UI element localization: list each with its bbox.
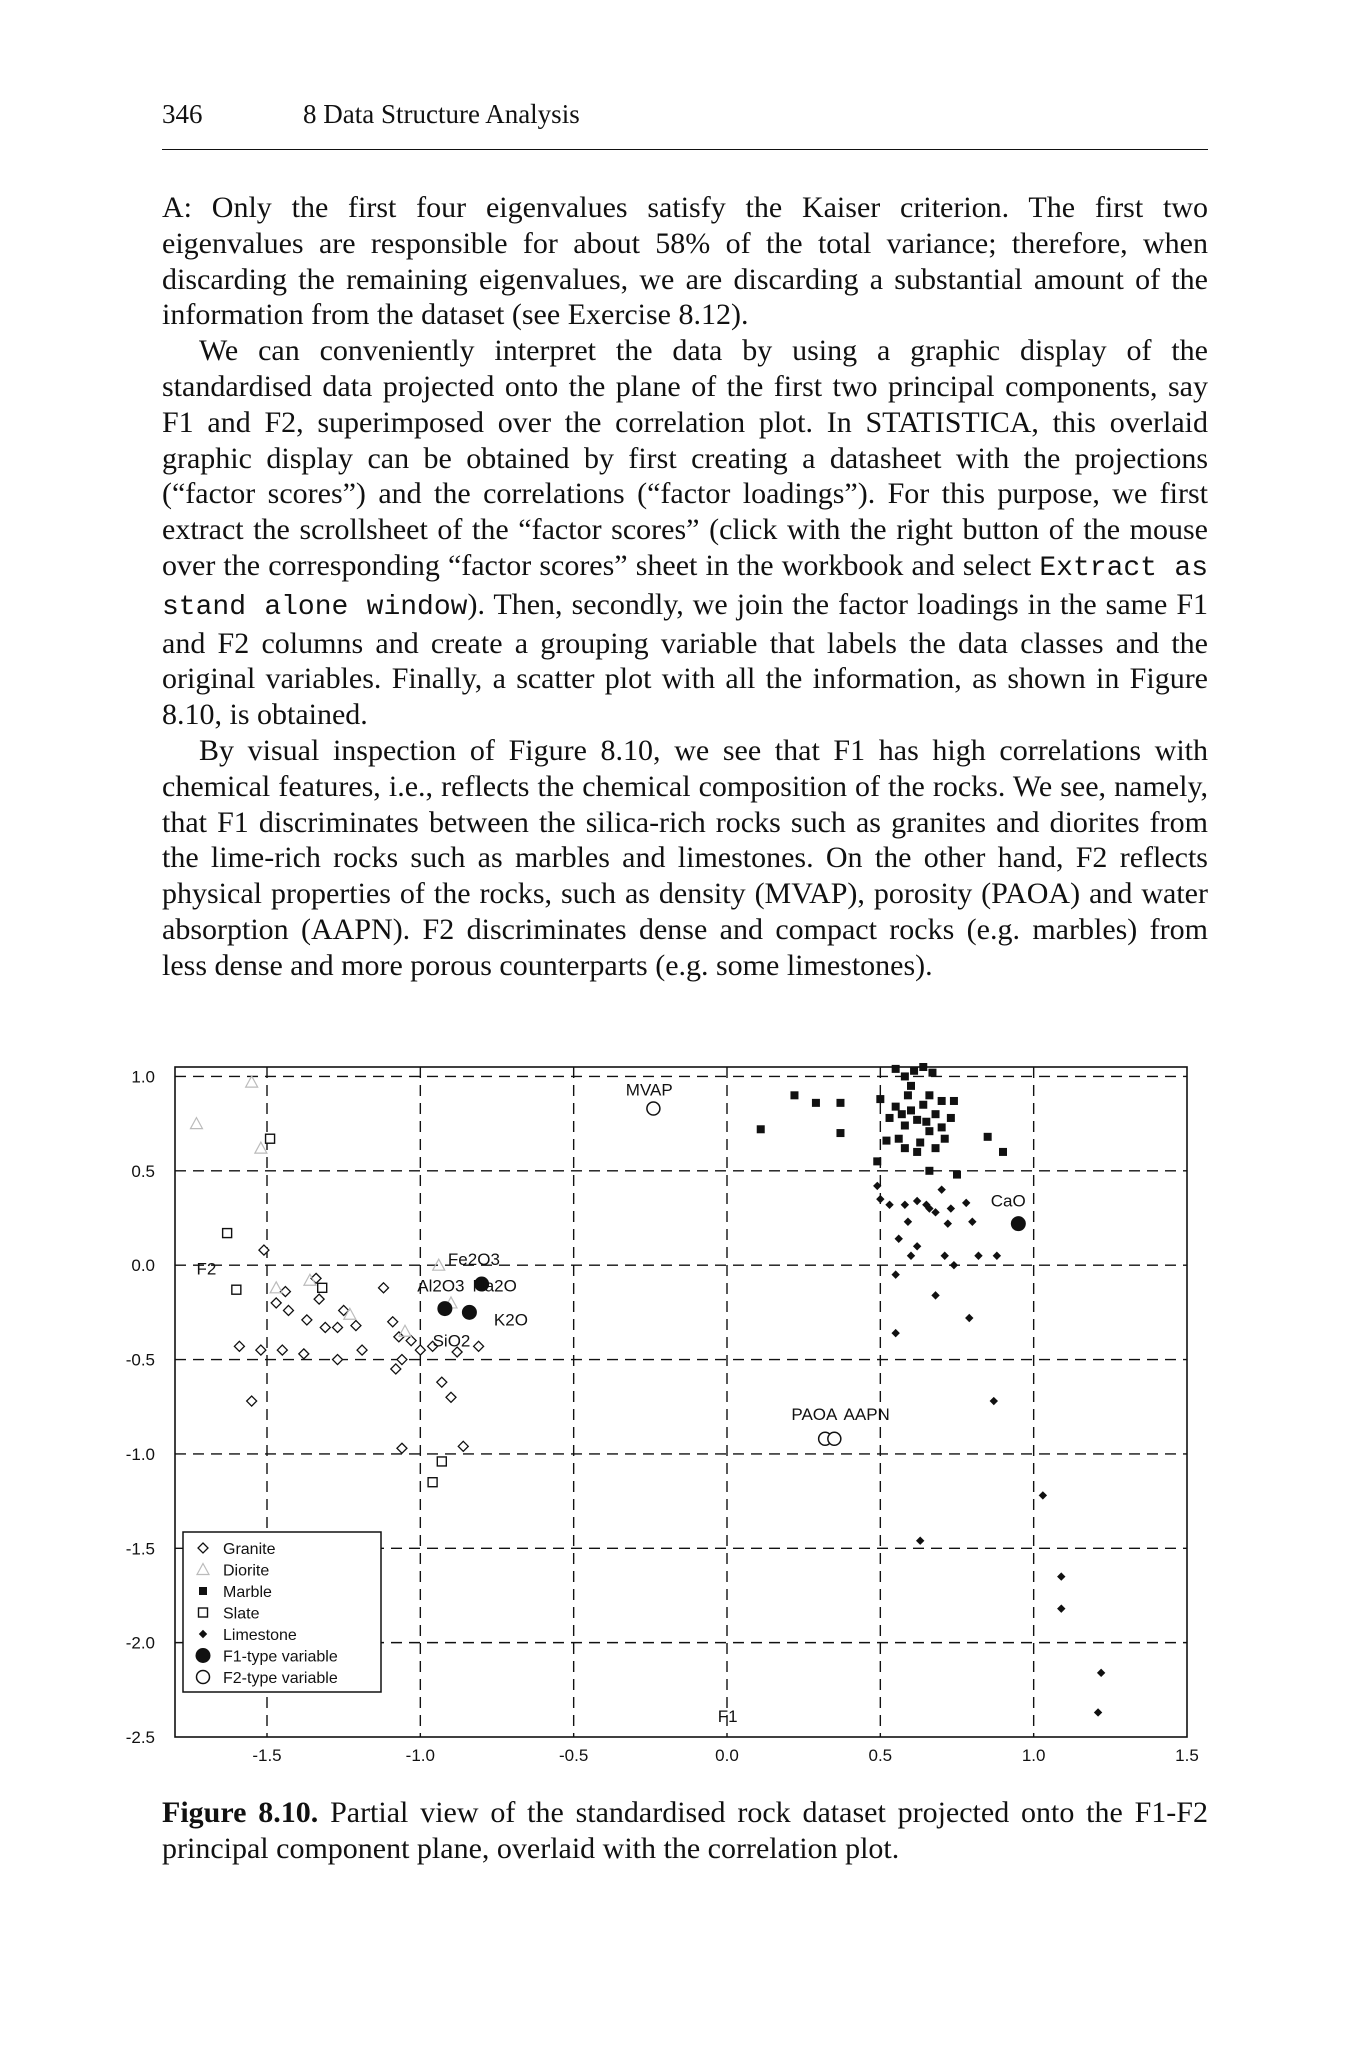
- y-tick-label: -2.0: [125, 1633, 155, 1653]
- data-point: [941, 1135, 949, 1143]
- data-point: [919, 1101, 927, 1109]
- data-point: [790, 1091, 798, 1099]
- caption-text: Partial view of the standardised rock dataset projected onto the F1-F2 principal component plane, overlaid with the correlation plot.: [162, 1796, 1208, 1865]
- data-point: [266, 1134, 275, 1143]
- legend-label: Marble: [223, 1584, 272, 1601]
- data-point: [428, 1478, 437, 1487]
- paragraph-3: By visual inspection of Figure 8.10, we see that F1 has high correlations with chemical features, i.e., reflects the chemical composition of the rocks. We see, namely, that F1 discriminates between the silica-rich rocks such as granites and diorites from the lime-rich rocks such as marbles and limestones. On the other hand, F2 reflects physical properties of the rocks, such as density (MVAP), porosity (PAOA) and water absorption (AAPN). F2 discriminates dense and compact rocks (e.g. marbles) from less dense and more porous counterparts (e.g. some limestones).: [162, 733, 1208, 982]
- x-tick-label: -0.5: [559, 1746, 589, 1765]
- data-point: [938, 1097, 946, 1105]
- menu-command-code: Extract as stand alone window: [162, 552, 1209, 623]
- y-tick-label: -1.5: [125, 1539, 155, 1559]
- data-point: [901, 1144, 909, 1152]
- data-point: [953, 1171, 961, 1179]
- data-point: [950, 1097, 958, 1105]
- data-point: [999, 1148, 1007, 1156]
- x-tick-label: -1.5: [252, 1746, 282, 1765]
- data-point: [907, 1082, 915, 1090]
- data-point: [828, 1432, 841, 1445]
- data-point: [898, 1110, 906, 1118]
- data-point: [925, 1091, 933, 1099]
- chapter-title: 8 Data Structure Analysis: [303, 99, 580, 129]
- x-tick-label: 1.5: [1175, 1746, 1199, 1765]
- legend-marker: [199, 1587, 207, 1595]
- data-point: [223, 1229, 232, 1238]
- legend-marker: [199, 1608, 208, 1617]
- legend-label: F2-type variable: [223, 1670, 338, 1687]
- legend-label: Diorite: [223, 1562, 270, 1580]
- scatter-chart: [125, 1060, 1200, 1790]
- data-point: [901, 1122, 909, 1130]
- data-point: [757, 1125, 765, 1133]
- data-point: [836, 1099, 844, 1107]
- figure-label: Figure 8.10.: [162, 1796, 319, 1829]
- data-point: [984, 1133, 992, 1141]
- y-tick-label: -2.5: [125, 1728, 155, 1747]
- legend-label: Slate: [223, 1605, 260, 1623]
- data-point: [892, 1065, 900, 1073]
- data-point: [925, 1127, 933, 1135]
- legend-marker: [197, 1671, 210, 1684]
- data-point: [947, 1114, 955, 1122]
- data-point: [922, 1118, 930, 1126]
- data-point: [318, 1283, 327, 1292]
- data-point: [904, 1091, 912, 1099]
- data-point: [928, 1069, 936, 1077]
- data-point: [913, 1116, 921, 1124]
- data-point: [925, 1167, 933, 1175]
- data-point: [910, 1067, 918, 1075]
- point-label: Na2O: [472, 1276, 517, 1296]
- y-tick-label: 0.0: [131, 1256, 155, 1276]
- point-label: PAOA: [791, 1404, 838, 1424]
- point-label: Al2O3: [417, 1276, 465, 1296]
- x-tick-label: -1.0: [405, 1746, 435, 1765]
- data-point: [647, 1102, 660, 1115]
- legend-marker: [196, 1648, 211, 1663]
- paragraph-1: A: Only the first four eigenvalues satisfy the Kaiser criterion. The first two eigenvalues are responsible for about 58% of the total variance; therefore, when discarding the remaining eigenvalues, we are discarding a substantial amount of the information from the dataset (see Exercise 8.12).: [162, 191, 1208, 332]
- x-tick-label: 0.0: [715, 1746, 739, 1765]
- point-label: K2O: [493, 1310, 528, 1330]
- paragraph-2-part-2: ). Then, secondly, we join the factor loadings in the same F1 and F2 columns and create a grouping variable that labels the data classes and the original variables. Finally, a scatter plot with all the information, as shown in Figure 8.10, is obtained.: [162, 587, 1209, 732]
- data-point: [938, 1123, 946, 1131]
- data-point: [901, 1072, 909, 1080]
- y-tick-label: 0.5: [131, 1161, 155, 1181]
- point-label: Fe2O3: [447, 1250, 500, 1270]
- data-point: [932, 1144, 940, 1152]
- legend-label: Limestone: [223, 1627, 297, 1644]
- data-point: [913, 1148, 921, 1156]
- point-label: MVAP: [625, 1080, 673, 1100]
- data-point: [437, 1457, 446, 1466]
- data-point: [836, 1129, 844, 1137]
- data-point: [437, 1301, 452, 1316]
- axis-label-f2: F2: [196, 1259, 217, 1279]
- data-point: [232, 1285, 241, 1294]
- data-point: [886, 1114, 894, 1122]
- data-point: [932, 1110, 940, 1118]
- legend-label: Granite: [223, 1541, 276, 1558]
- data-point: [882, 1137, 890, 1145]
- page-number: 346: [162, 99, 203, 129]
- data-point: [895, 1135, 903, 1143]
- axis-label-f1: F1: [717, 1706, 738, 1726]
- y-tick-label: 1.0: [131, 1067, 155, 1087]
- point-label: CaO: [990, 1191, 1026, 1211]
- point-label: SiO2: [432, 1331, 471, 1351]
- legend-label: F1-type variable: [223, 1648, 338, 1666]
- legend-box: [183, 1532, 381, 1692]
- paragraph-2: [162, 333, 1208, 733]
- y-tick-label: -1.0: [125, 1444, 155, 1464]
- x-tick-label: 0.5: [868, 1746, 893, 1765]
- data-point: [462, 1305, 477, 1320]
- data-point: [876, 1095, 884, 1103]
- data-point: [812, 1099, 820, 1107]
- paragraph-2-part-1: We can conveniently interpret the data by using a graphic display of the standardised data projected onto the plane of the first two principal components, say F1 and F2, superimposed over the correlation plot. In STATISTICA, this overlaid graphic display can be obtained by first creating a datasheet with the projections (“factor scores”) and the correlations (“factor loadings”). For this purpose, we first extract the scrollsheet of the “factor scores” (click with the right button of the mouse over the corresponding “factor scores” sheet in the workbook and select: [162, 334, 1208, 582]
- data-point: [892, 1103, 900, 1111]
- data-point: [907, 1106, 915, 1114]
- point-label: AAPN: [843, 1404, 890, 1424]
- data-point: [916, 1138, 924, 1146]
- data-point: [1011, 1216, 1026, 1231]
- data-point: [873, 1157, 881, 1165]
- body-text: [162, 190, 1208, 984]
- figure-caption: [162, 1795, 1208, 1867]
- y-tick-label: -0.5: [125, 1350, 155, 1370]
- data-point: [919, 1063, 927, 1071]
- running-head: [162, 99, 1208, 150]
- x-tick-label: 1.0: [1021, 1746, 1046, 1765]
